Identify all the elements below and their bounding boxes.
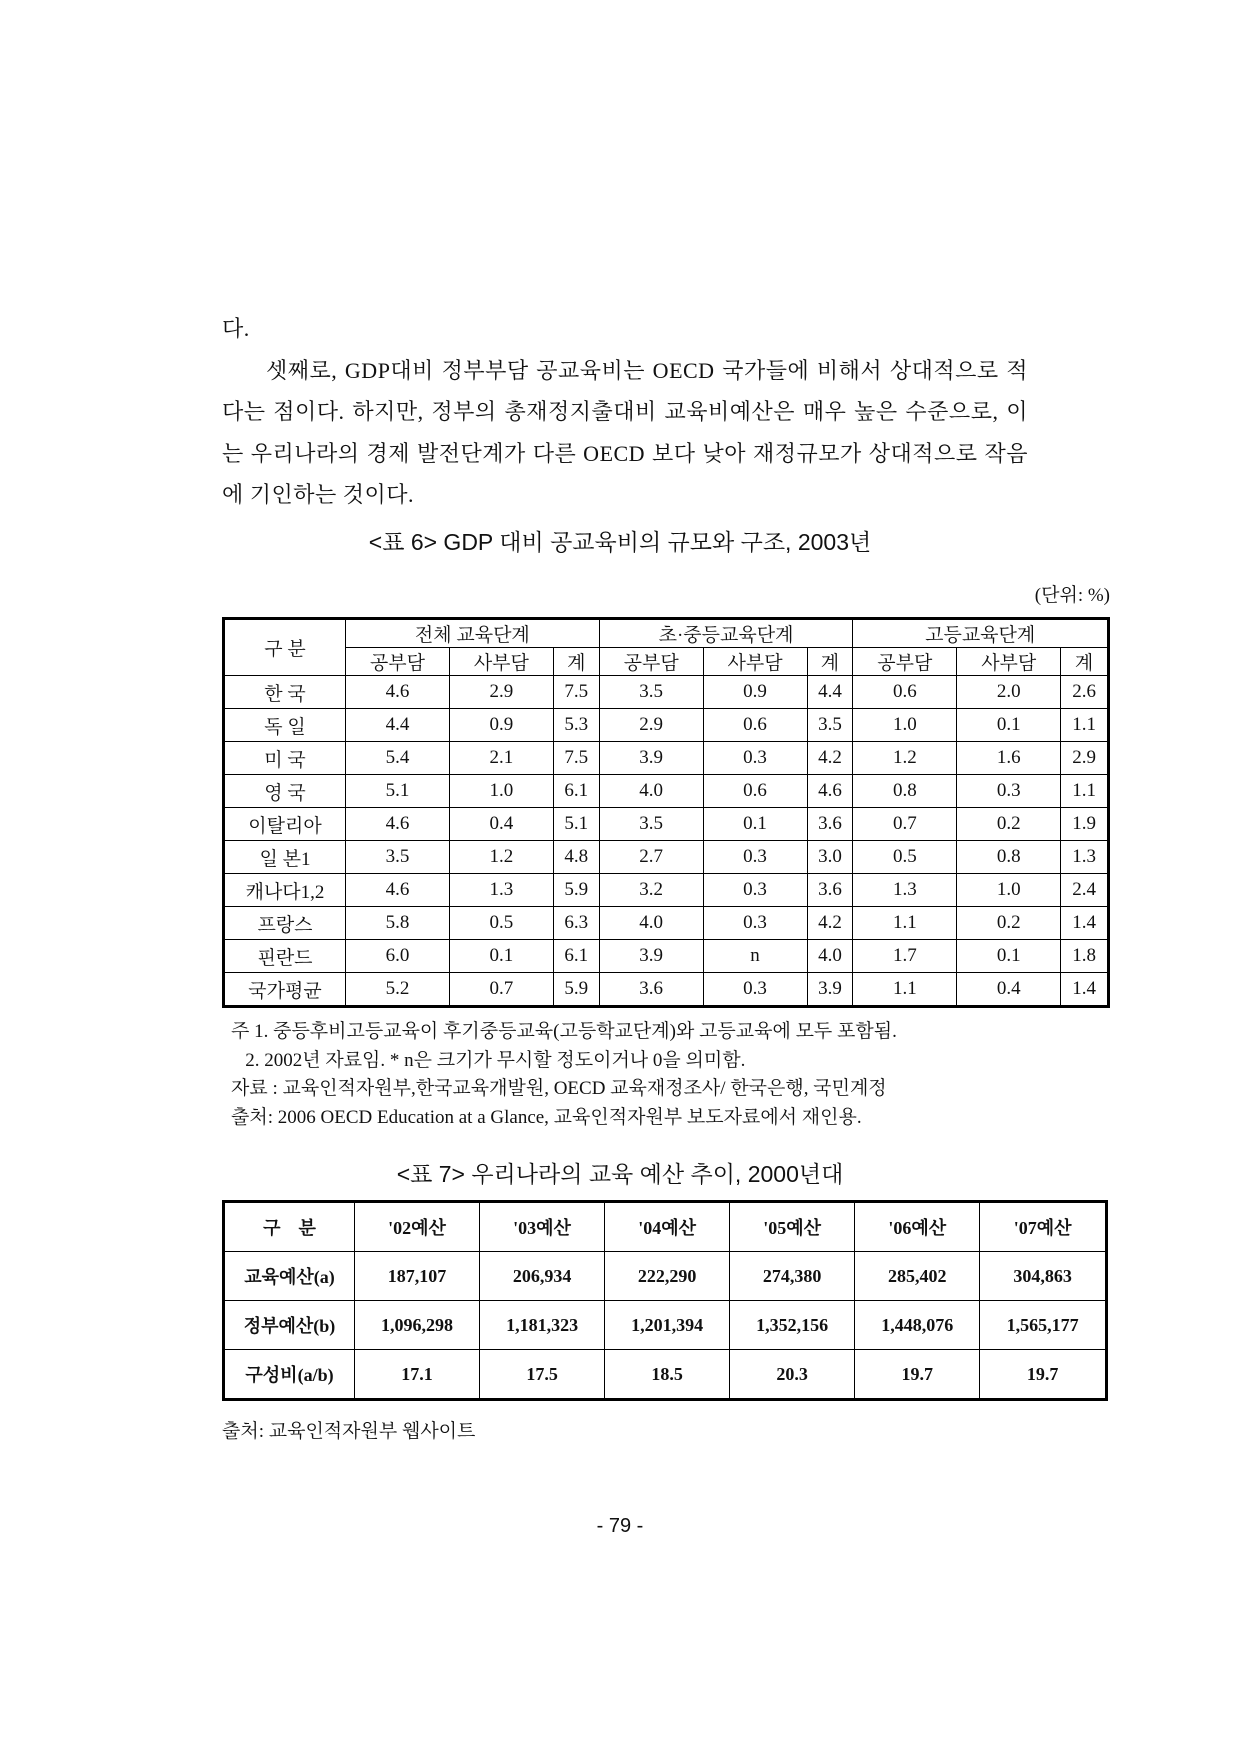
value-cell: 1.3 [1061,841,1109,874]
row-label: 캐나다1,2 [224,874,346,907]
table-row [224,709,1109,742]
value-cell: 0.6 [703,775,807,808]
value-cell: 206,934 [480,1252,605,1301]
value-cell: 304,863 [980,1252,1107,1301]
value-cell: 17.1 [355,1350,480,1400]
subheader: 공부담 [346,648,450,676]
subheader: 계 [553,648,599,676]
value-cell: 2.1 [449,742,553,775]
value-cell: 5.4 [346,742,450,775]
value-cell: 2.7 [599,841,703,874]
value-cell: 0.3 [703,841,807,874]
subheader: 계 [807,648,853,676]
year-header: '02예산 [355,1202,480,1252]
value-cell: 1.2 [449,841,553,874]
header-row [224,619,1109,648]
value-cell: 7.5 [553,742,599,775]
row-label: 구성비(a/b) [224,1350,355,1400]
value-cell: 6.0 [346,940,450,973]
note-line: 출처: 2006 OECD Education at a Glance, 교육인적자원부 보도자료에서 재인용. [231,1106,862,1128]
value-cell: 0.1 [703,808,807,841]
paragraph-line: 다. [222,316,250,341]
row-label: 한 국 [224,676,346,709]
value-cell: 0.1 [449,940,553,973]
value-cell: 0.2 [957,808,1061,841]
subheader: 사부담 [449,648,553,676]
value-cell: 0.3 [957,775,1061,808]
value-cell: 2.9 [599,709,703,742]
value-cell: 0.5 [853,841,957,874]
value-cell: 5.1 [346,775,450,808]
value-cell: 4.6 [807,775,853,808]
value-cell: 0.3 [703,742,807,775]
value-cell: 3.5 [599,808,703,841]
header-corner: 구 분 [224,619,346,676]
value-cell: 274,380 [730,1252,855,1301]
value-cell: n [703,940,807,973]
value-cell: 0.9 [703,676,807,709]
row-label: 이탈리아 [224,808,346,841]
subheader: 공부담 [599,648,703,676]
value-cell: 6.3 [553,907,599,940]
value-cell: 5.8 [346,907,450,940]
value-cell: 1.1 [1061,709,1109,742]
value-cell: 1,565,177 [980,1301,1107,1350]
table-row [224,973,1109,1007]
note-line: 2. 2002년 자료임. * n은 크기가 무시할 정도이거나 0을 의미함. [231,1049,746,1071]
value-cell: 0.4 [449,808,553,841]
subheader: 계 [1061,648,1109,676]
value-cell: 4.0 [807,940,853,973]
value-cell: 17.5 [480,1350,605,1400]
year-header: '03예산 [480,1202,605,1252]
value-cell: 1.0 [957,874,1061,907]
row-label: 프랑스 [224,907,346,940]
value-cell: 5.9 [553,874,599,907]
value-cell: 4.6 [346,676,450,709]
year-header: '05예산 [730,1202,855,1252]
value-cell: 0.1 [957,709,1061,742]
note-line: 주 1. 중등후비고등교육이 후기중등교육(고등학교단계)와 고등교육에 모두 포함됨. [231,1021,897,1042]
table-row [224,940,1109,973]
value-cell: 5.3 [553,709,599,742]
header-row [224,1202,1107,1252]
table6-notes [231,1018,897,1132]
value-cell: 0.3 [703,907,807,940]
value-cell: 3.9 [599,742,703,775]
value-cell: 5.2 [346,973,450,1007]
value-cell: 6.1 [553,775,599,808]
row-label: 영 국 [224,775,346,808]
value-cell: 0.6 [703,709,807,742]
value-cell: 0.2 [957,907,1061,940]
value-cell: 2.6 [1061,676,1109,709]
body-paragraph [222,308,1028,516]
value-cell: 0.1 [957,940,1061,973]
gdp-education-table [222,617,1110,1008]
value-cell: 4.2 [807,742,853,775]
table-row [224,676,1109,709]
table-row [224,907,1109,940]
note-line: 자료 : 교육인적자원부,한국교육개발원, OECD 교육재정조사/ 한국은행, 국민계정 [231,1078,887,1099]
value-cell: 0.7 [449,973,553,1007]
value-cell: 1.0 [449,775,553,808]
value-cell: 1.6 [957,742,1061,775]
value-cell: 2.0 [957,676,1061,709]
subheader: 공부담 [853,648,957,676]
row-label: 교육예산(a) [224,1252,355,1301]
value-cell: 1.8 [1061,940,1109,973]
value-cell: 18.5 [605,1350,730,1400]
table6-unit: (단위: %) [1034,585,1110,606]
value-cell: 222,290 [605,1252,730,1301]
value-cell: 1,352,156 [730,1301,855,1350]
value-cell: 187,107 [355,1252,480,1301]
value-cell: 1.4 [1061,907,1109,940]
value-cell: 0.5 [449,907,553,940]
row-label: 국가평균 [224,973,346,1007]
value-cell: 1.7 [853,940,957,973]
value-cell: 3.5 [807,709,853,742]
subheader-row [224,648,1109,676]
value-cell: 0.9 [449,709,553,742]
group-header: 고등교육단계 [853,619,1109,648]
value-cell: 1,201,394 [605,1301,730,1350]
table-row [224,808,1109,841]
row-label: 핀란드 [224,940,346,973]
value-cell: 5.9 [553,973,599,1007]
year-header: '04예산 [605,1202,730,1252]
value-cell: 1.3 [853,874,957,907]
paragraph-text: 셋째로, GDP대비 정부부담 공교육비는 OECD 국가들에 비해서 상대적으로 적다는 점이다. 하지만, 정부의 총재정지출대비 교육비예산은 매우 높은 수준으로, 이는 우리나라의 경제 발전단계가 다른 OECD 보다 낮아 재정규모가 상대적으로 작음에 기인하는 것이다. [222,357,1028,507]
table6-title: <표 6> GDP 대비 공교육비의 규모와 구조, 2003년 [368,529,872,555]
group-header: 초·중등교육단계 [599,619,853,648]
value-cell: 4.8 [553,841,599,874]
table7-title: <표 7> 우리나라의 교육 예산 추이, 2000년대 [396,1161,844,1187]
value-cell: 4.6 [346,808,450,841]
header-corner: 구 분 [224,1202,355,1252]
table-row [224,1301,1107,1350]
value-cell: 0.8 [957,841,1061,874]
value-cell: 2.9 [449,676,553,709]
value-cell: 3.6 [807,808,853,841]
value-cell: 285,402 [855,1252,980,1301]
value-cell: 0.6 [853,676,957,709]
value-cell: 1.2 [853,742,957,775]
value-cell: 3.6 [599,973,703,1007]
value-cell: 4.6 [346,874,450,907]
value-cell: 1.1 [853,973,957,1007]
value-cell: 7.5 [553,676,599,709]
value-cell: 3.9 [807,973,853,1007]
value-cell: 6.1 [553,940,599,973]
value-cell: 0.4 [957,973,1061,1007]
subheader: 사부담 [703,648,807,676]
value-cell: 1.1 [1061,775,1109,808]
value-cell: 19.7 [980,1350,1107,1400]
group-header: 전체 교육단계 [346,619,600,648]
education-budget-table [222,1200,1108,1401]
row-label: 독 일 [224,709,346,742]
table-row [224,841,1109,874]
value-cell: 1.9 [1061,808,1109,841]
value-cell: 3.2 [599,874,703,907]
subheader: 사부담 [957,648,1061,676]
value-cell: 4.0 [599,907,703,940]
value-cell: 0.8 [853,775,957,808]
page-number: - 79 - [596,1515,644,1537]
value-cell: 4.2 [807,907,853,940]
value-cell: 3.5 [346,841,450,874]
table7-source: 출처: 교육인적자원부 웹사이트 [222,1421,476,1442]
table-row [224,1252,1107,1301]
row-label: 일 본1 [224,841,346,874]
value-cell: 5.1 [553,808,599,841]
value-cell: 3.6 [807,874,853,907]
value-cell: 4.0 [599,775,703,808]
table-row [224,775,1109,808]
year-header: '07예산 [980,1202,1107,1252]
row-label: 정부예산(b) [224,1301,355,1350]
value-cell: 0.3 [703,973,807,1007]
value-cell: 1,448,076 [855,1301,980,1350]
value-cell: 1.4 [1061,973,1109,1007]
value-cell: 2.9 [1061,742,1109,775]
value-cell: 1.0 [853,709,957,742]
value-cell: 1,181,323 [480,1301,605,1350]
value-cell: 1,096,298 [355,1301,480,1350]
value-cell: 4.4 [346,709,450,742]
value-cell: 3.9 [599,940,703,973]
value-cell: 20.3 [730,1350,855,1400]
value-cell: 1.1 [853,907,957,940]
value-cell: 19.7 [855,1350,980,1400]
value-cell: 4.4 [807,676,853,709]
year-header: '06예산 [855,1202,980,1252]
value-cell: 0.7 [853,808,957,841]
value-cell: 1.3 [449,874,553,907]
table-row [224,1350,1107,1400]
table-row [224,874,1109,907]
row-label: 미 국 [224,742,346,775]
value-cell: 3.5 [599,676,703,709]
value-cell: 0.3 [703,874,807,907]
value-cell: 2.4 [1061,874,1109,907]
table-row [224,742,1109,775]
value-cell: 3.0 [807,841,853,874]
